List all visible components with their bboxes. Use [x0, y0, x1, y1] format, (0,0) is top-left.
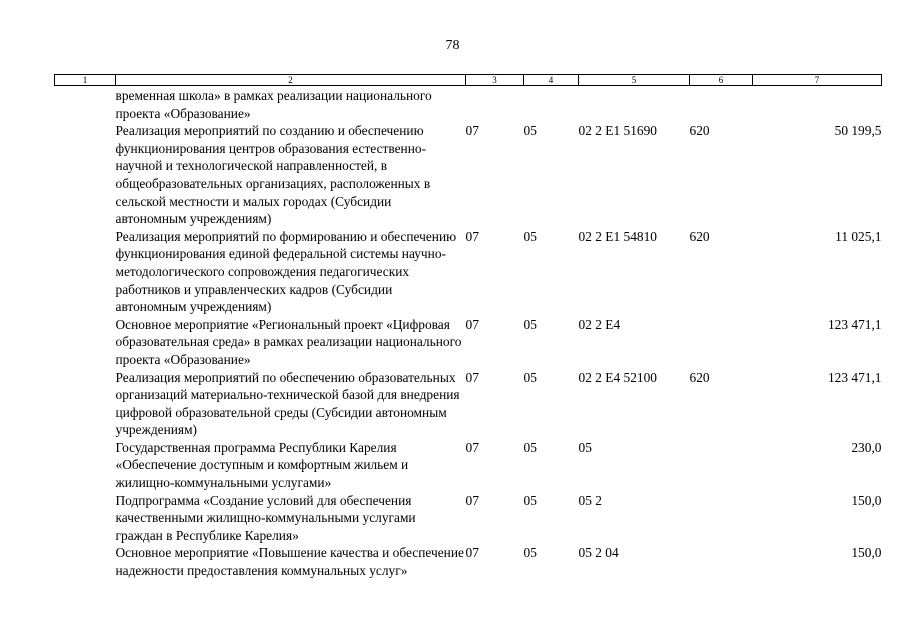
column-number-2: 2	[116, 75, 466, 86]
empty-cell	[55, 439, 116, 492]
table-row	[55, 228, 882, 316]
budget-table	[54, 74, 882, 580]
row-name: Государственная программа Республики Карелия «Обеспечение доступным и комфортным жильем и жилищно-коммунальными услугами»	[115, 439, 409, 491]
table-row	[55, 86, 882, 123]
row-subsection: 05	[523, 369, 537, 385]
row-target-article: 02 2 Е1 51690	[578, 123, 657, 139]
row-subsection: 05	[523, 123, 537, 139]
row-target-article: 05 2 04	[578, 545, 619, 561]
row-name: Основное мероприятие «Повышение качества и обеспечение надежности предоставления коммунальных услуг»	[115, 545, 464, 579]
row-subsection: 05	[523, 228, 537, 244]
column-number-5: 5	[579, 75, 690, 86]
row-amount	[753, 86, 882, 123]
row-target-article: 02 2 Е4	[578, 316, 621, 332]
column-number-7: 7	[753, 75, 882, 86]
empty-cell	[55, 122, 116, 228]
empty-cell	[55, 369, 116, 439]
row-subsection: 05	[523, 545, 537, 561]
row-expense-type	[690, 316, 753, 369]
row-amount: 150,0	[851, 545, 882, 561]
row-section: 07	[465, 369, 479, 385]
column-number-4: 4	[524, 75, 579, 86]
empty-cell	[55, 86, 116, 123]
row-amount: 230,0	[851, 439, 882, 455]
row-target-article	[579, 86, 690, 123]
table-row	[55, 369, 882, 439]
row-name: Основное мероприятие «Региональный проект «Цифровая образовательная среда» в рамках реализации национального проекта «Образование»	[115, 316, 462, 367]
empty-cell	[55, 544, 116, 579]
row-amount: 123 471,1	[827, 369, 882, 385]
row-subsection: 05	[523, 439, 537, 455]
row-name: Подпрограмма «Создание условий для обеспечения качественными жилищно-коммунальными услугами граждан в Республике Карелия»	[115, 492, 416, 543]
column-number-row	[55, 75, 882, 86]
row-section: 07	[465, 439, 479, 455]
row-section: 07	[465, 316, 479, 332]
row-name: временная школа» в рамках реализации национального проекта «Образование»	[115, 88, 432, 121]
row-target-article: 02 2 Е4 52100	[578, 369, 657, 385]
column-number-6: 6	[690, 75, 753, 86]
row-expense-type: 620	[689, 369, 710, 385]
page-number: 78	[445, 38, 460, 53]
row-amount: 11 025,1	[835, 228, 882, 244]
row-name: Реализация мероприятий по созданию и обеспечению функционирования центров образования естественно-научной и технологической направленностей, в общеобразовательных организациях, расположенных в сельской местности и малых городах (Субсидии автономным учреждениям)	[115, 123, 431, 227]
empty-cell	[55, 316, 116, 369]
row-subsection: 05	[523, 492, 537, 508]
row-section: 07	[465, 545, 479, 561]
row-expense-type	[690, 439, 753, 492]
column-number-3: 3	[466, 75, 524, 86]
row-target-article: 05 2	[578, 492, 602, 508]
row-section: 07	[465, 228, 479, 244]
table-row	[55, 122, 882, 228]
row-amount: 50 199,5	[834, 123, 882, 139]
table-row	[55, 439, 882, 492]
row-target-article: 02 2 Е1 54810	[578, 228, 657, 244]
empty-cell	[55, 492, 116, 545]
row-section	[466, 86, 524, 123]
row-target-article: 05	[578, 439, 592, 455]
row-section: 07	[465, 492, 479, 508]
table-row	[55, 316, 882, 369]
table-row	[55, 492, 882, 545]
empty-cell	[55, 228, 116, 316]
row-subsection: 05	[523, 316, 537, 332]
row-amount: 123 471,1	[827, 316, 882, 332]
row-expense-type	[690, 86, 753, 123]
row-name: Реализация мероприятий по формированию и обеспечению функционирования единой федеральной системы научно-методологического сопровождения педагогических работников и управленческих кадров (Субсидии автономным учреждениям)	[115, 228, 457, 315]
row-amount: 150,0	[851, 492, 882, 508]
row-section: 07	[465, 123, 479, 139]
row-expense-type	[690, 544, 753, 579]
row-subsection	[524, 86, 579, 123]
table-row	[55, 544, 882, 579]
row-name: Реализация мероприятий по обеспечению образовательных организаций материально-технической базой для внедрения цифровой образовательной среды (Субсидии автономным учреждениям)	[115, 369, 460, 438]
column-number-1: 1	[55, 75, 116, 86]
row-expense-type: 620	[689, 123, 710, 139]
row-expense-type	[690, 492, 753, 545]
row-expense-type: 620	[689, 228, 710, 244]
